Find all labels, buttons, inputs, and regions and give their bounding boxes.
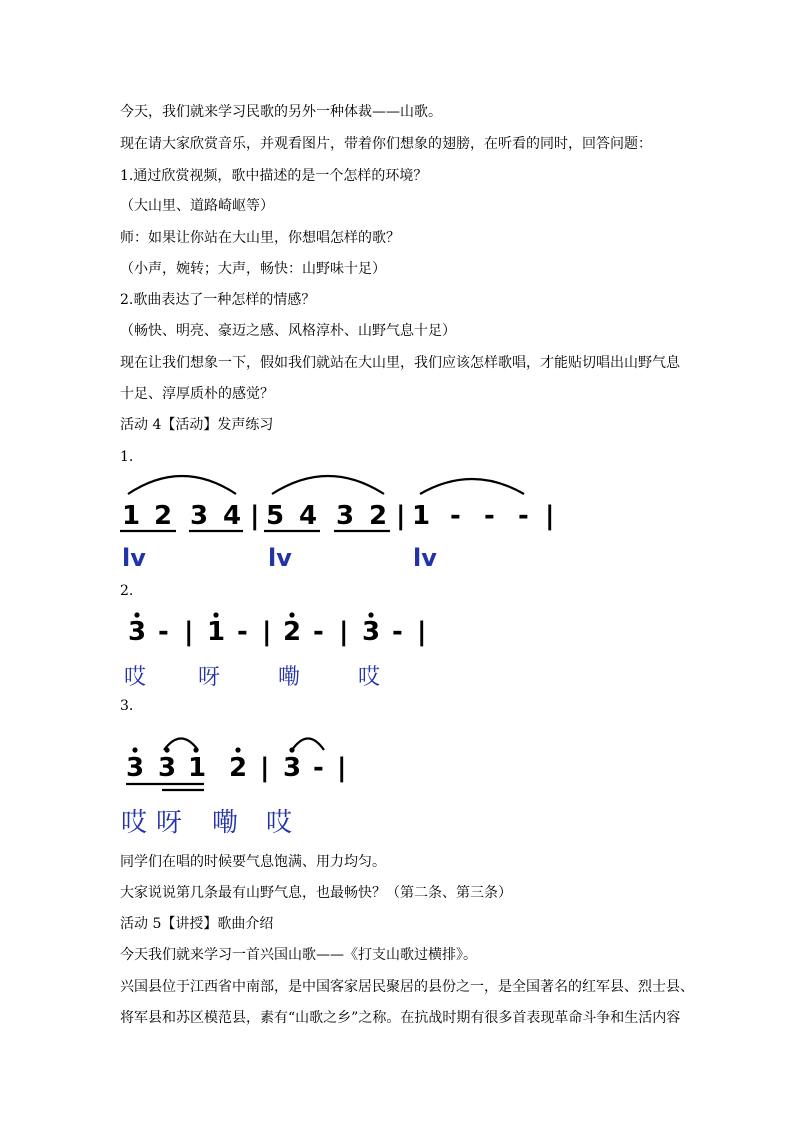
note-2: 2 [229, 753, 248, 783]
high-octave-dot [235, 747, 240, 752]
text-line: （畅快、明亮、豪迈之感、风格淳朴、山野气息十足） [120, 323, 456, 339]
text-line: 大家说说第几条最有山野气息，也最畅快？（第二条、第三条） [120, 885, 512, 901]
text-line: （大山里、道路崎岖等） [120, 198, 274, 214]
section-heading: 活动 5【讲授】歌曲介绍 [120, 916, 274, 932]
note-3: 3 [158, 753, 177, 783]
note-2: 2 [369, 501, 388, 531]
dash: - [392, 617, 403, 647]
exercise-number: 1. [120, 449, 134, 465]
dash: - [484, 501, 495, 531]
text-line: 今天我们就来学习一首兴国山歌——《打支山歌过横排》。 [120, 947, 477, 963]
slur-mark [420, 479, 524, 494]
text-line: 十足、淳厚质朴的感觉？ [120, 386, 274, 402]
slur-mark [164, 739, 198, 751]
exercise-number: 2. [120, 583, 134, 599]
dash: - [158, 617, 169, 647]
dash: - [313, 617, 324, 647]
slur-mark [128, 476, 236, 494]
section-heading: 活动 4【活动】发声练习 [120, 417, 274, 433]
barline: | [417, 617, 427, 647]
barline: | [184, 617, 194, 647]
note-3: 3 [126, 753, 145, 783]
dash: - [313, 753, 324, 783]
exercise-3-lyrics [121, 808, 292, 838]
high-octave-dot [289, 747, 294, 752]
lyric: 哎 [358, 665, 381, 690]
barline: | [337, 753, 347, 783]
dash: - [450, 501, 461, 531]
text-line: （小声，婉转；大声，畅快：山野味十足） [120, 261, 386, 277]
note-1: 1 [188, 753, 207, 783]
slur-mark [272, 476, 384, 494]
note-1: 1 [207, 617, 226, 647]
lyric: 呀 [156, 808, 183, 838]
barline: | [545, 501, 555, 531]
barline: | [250, 501, 260, 531]
note-5: 5 [266, 501, 285, 531]
lyric: 呀 [198, 665, 221, 690]
note-3: 3 [336, 501, 355, 531]
lyric: 哎 [124, 665, 147, 690]
dash: - [237, 617, 248, 647]
text-line: 将军县和苏区模范县，素有“山歌之乡”之称。在抗战时期有很多首表现革命斗争和生活内容 [120, 1010, 681, 1026]
note-1: 1 [412, 501, 431, 531]
note-4: 4 [299, 501, 318, 531]
exercise-number: 3. [120, 698, 134, 714]
lyric: 哎 [266, 808, 293, 838]
note-3: 3 [362, 617, 381, 647]
lyric: lv [268, 544, 292, 572]
exercise-2-notes [128, 617, 427, 647]
text-line: 现在让我们想象一下，假如我们就站在大山里，我们应该怎样歌唱，才能贴切唱出山野气息 [120, 355, 680, 371]
barline: | [260, 753, 270, 783]
slur-mark [292, 739, 324, 751]
exercise-3-notes [126, 753, 347, 783]
text-line: 现在请大家欣赏音乐，并观看图片，带着你们想象的翅膀，在听看的同时，回答问题： [120, 136, 652, 152]
lyric: 哎 [121, 808, 148, 838]
lyric: lv [122, 544, 146, 572]
high-octave-dot [164, 747, 169, 752]
text-line: 同学们在唱的时候要气息饱满、用力均匀。 [120, 854, 386, 870]
exercise-1-lyrics [122, 544, 437, 572]
note-3: 3 [190, 501, 209, 531]
exercise-2-high-dots [134, 612, 373, 617]
text-line: 2.歌曲表达了一种怎样的情感？ [120, 292, 316, 308]
text-line: 1.通过欣赏视频，歌中描述的是一个怎样的环境？ [120, 168, 428, 184]
note-2: 2 [154, 501, 173, 531]
high-octave-dot [132, 747, 137, 752]
note-3: 3 [283, 753, 302, 783]
text-line: 今天，我们就来学习民歌的另外一种体裁——山歌。 [120, 104, 442, 120]
exercise-1-notes [122, 501, 555, 531]
barline: | [339, 617, 349, 647]
barline: | [396, 501, 406, 531]
lyric: lv [413, 544, 437, 572]
lyric: 嘞 [212, 808, 239, 838]
note-4: 4 [223, 501, 242, 531]
barline: | [262, 617, 272, 647]
note-2: 2 [283, 617, 302, 647]
text-line: 兴国县位于江西省中南部，是中国客家居民聚居的县份之一，是全国著名的红军县、烈士县、 [120, 979, 694, 995]
lyric: 嘞 [278, 665, 301, 690]
note-1: 1 [122, 501, 141, 531]
dash: - [518, 501, 529, 531]
exercise-2-lyrics [124, 665, 380, 690]
note-3: 3 [128, 617, 147, 647]
text-line: 师：如果让你站在大山里，你想唱怎样的歌？ [120, 230, 400, 246]
high-octave-dot [193, 747, 198, 752]
exercise-3-high-dots [132, 747, 294, 752]
